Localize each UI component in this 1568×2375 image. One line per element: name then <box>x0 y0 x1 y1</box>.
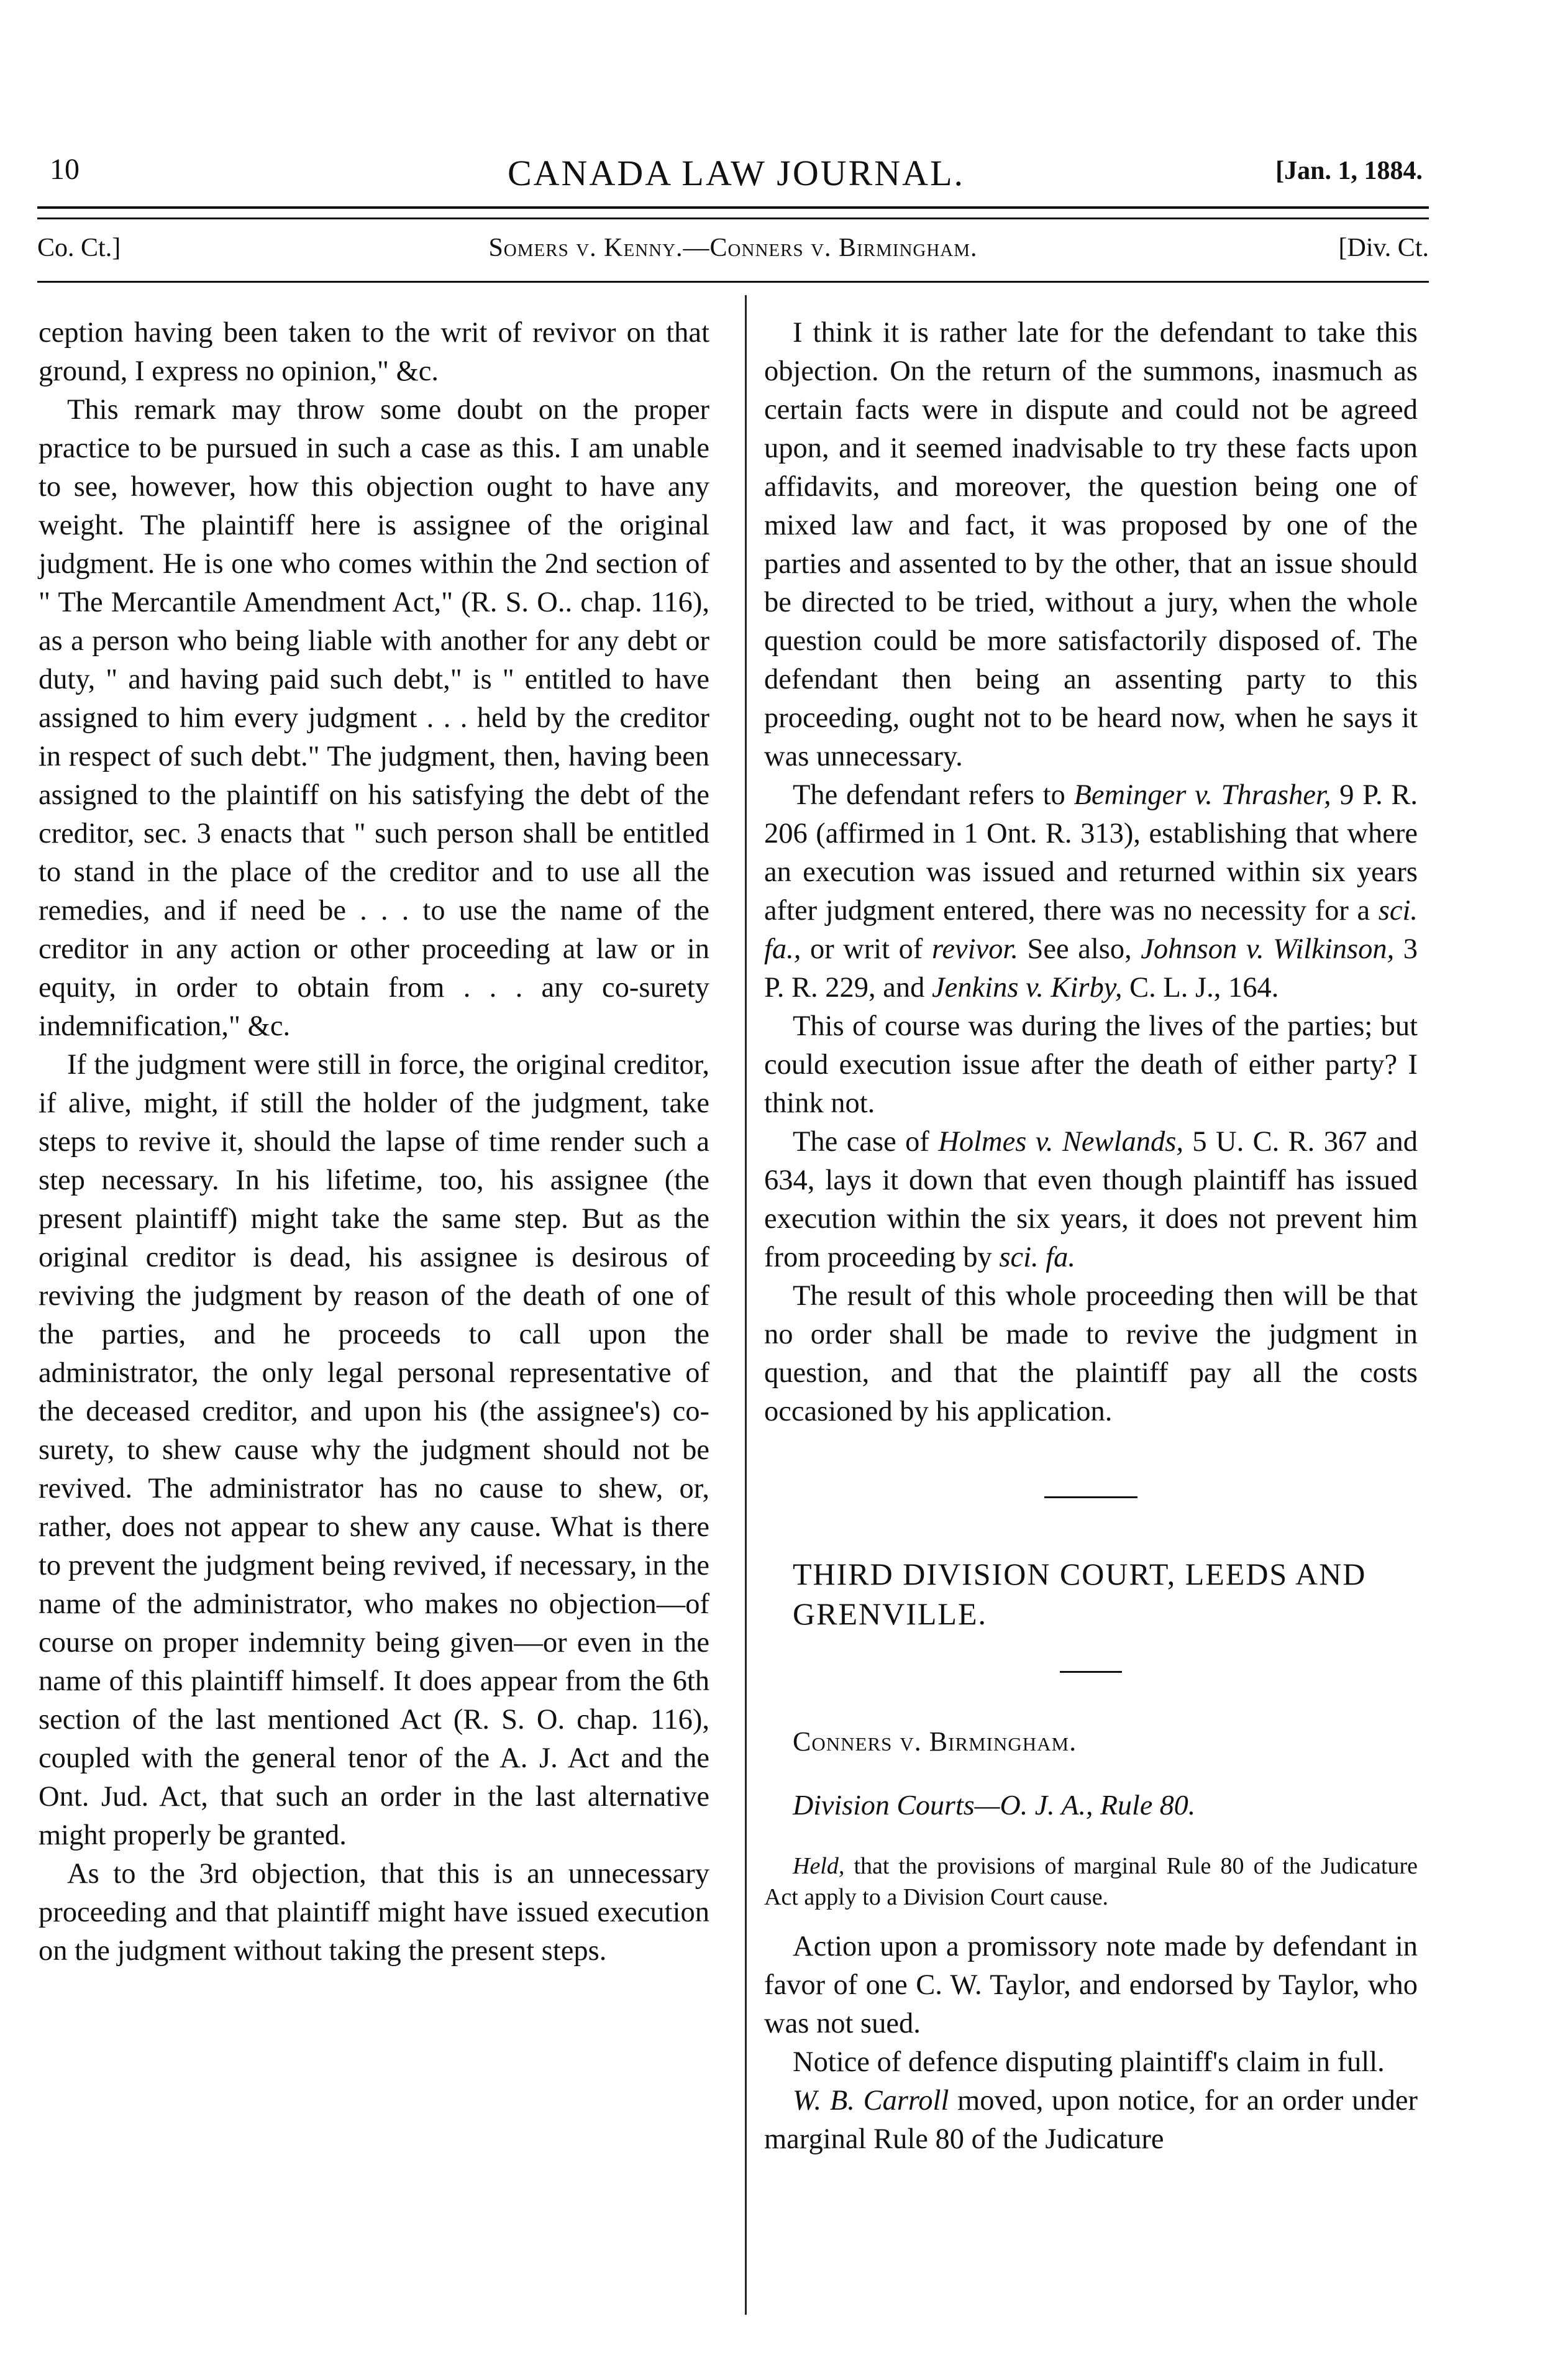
held-headnote: Held, that the provisions of marginal Rule 80 of the Judicature Act apply to a Division Court cause. <box>764 1853 1418 1910</box>
running-head-center: Somers v. Kenny.—Conners v. Birmingham. <box>488 234 978 262</box>
paragraph: This of course was during the lives of the parties; but could execution issue after the death of either party? I think not. <box>764 1010 1418 1119</box>
paragraph: Notice of defence disputing plaintiff's claim in full. <box>793 2046 1385 2078</box>
paragraph: The result of this whole proceeding then will be that no order shall be made to revive the judgment in question, and that the plaintiff pay all the costs occasioned by his application. <box>764 1280 1418 1427</box>
header-double-rule <box>37 206 1429 219</box>
paragraph-case-citations: The defendant refers to Beminger v. Thrasher, 9 P. R. 206 (affirmed in 1 Ont. R. 313), establishing that where an execution was issued and returned within six years after judgment entered, there was no necessity for a sci. fa., or writ of revivor. See also, Johnson v. Wilkinson, 3 P. R. 229, and Jenkins v. Kirby, C. L. J., 164. <box>764 779 1418 1004</box>
paragraph: Action upon a promissory note made by defendant in favor of one C. W. Taylor, and endorsed by Taylor, who was not sued. <box>764 1931 1418 2039</box>
paragraph: If the judgment were still in force, the original creditor, if alive, might, if still the holder of the judgment, take steps to revive it, should the lapse of time render such a step necessary. In his lifetime, too, his assignee (the present plaintiff) might take the same step. But as the original creditor is dead, his assignee is desirous of reviving the judgment by reason of the death of one of the parties, and he proceeds to call upon the administrator, the only legal personal representative of the deceased creditor, and upon his (the assignee's) co-surety, to shew cause why the judgment should not be revived. The administrator has no cause to shew, or, rather, does not appear to shew any cause. What is there to prevent the judgment being revived, if necessary, in the name of the administrator, who makes no objection—of course on proper indemnity being given—or even in the name of this plaintiff himself. It does appear from the 6th section of the last mentioned Act (R. S. O. chap. 116), coupled with the general tenor of the A. J. Act and the Ont. Jud. Act, that such an order in the last alternative might properly be granted. <box>39 1049 709 1851</box>
paragraph-carroll: W. B. Carroll moved, upon notice, for an order under marginal Rule 80 of the Judicature <box>764 2085 1418 2155</box>
case-name: Jenkins v. Kirby, <box>932 972 1123 1004</box>
latin-term: sci. fa., <box>764 895 1418 965</box>
running-head-left: Co. Ct.] <box>37 234 121 262</box>
page-header <box>50 152 1423 202</box>
running-head-rule <box>37 281 1429 283</box>
paragraph: As to the 3rd objection, that this is an unnecessary proceeding and that plaintiff might have issued execution on the judgment without taking the present steps. <box>39 1858 709 1967</box>
running-head <box>37 233 1429 270</box>
paragraph-holmes: The case of Holmes v. Newlands, 5 U. C. R. 367 and 634, lays it down that even though plaintiff has issued execution within the six years, it does not prevent him from proceeding by sci. fa. <box>764 1126 1418 1273</box>
section-title-line-1: THIRD DIVISION COURT, LEEDS AND <box>793 1557 1367 1591</box>
journal-title: CANADA LAW JOURNAL. <box>507 153 965 193</box>
latin-term: sci. fa. <box>999 1242 1076 1273</box>
section-title-line-2: GRENVILLE. <box>793 1596 987 1631</box>
page-number: 10 <box>50 153 80 186</box>
paragraph: I think it is rather late for the defendant to take this objection. On the return of the summons, inasmuch as certain facts were in dispute and could not be agreed upon, and it seemed inadvisable to try these facts upon affidavits, and moreover, the question being one of mixed law and fact, it was proposed by one of the parties and assented to by the other, that an issue should be directed to be tried, without a jury, when the whole question could be more satisfactorily disposed of. The defendant then being an assenting party to this proceeding, ought not to be heard now, when he says it was unnecessary. <box>764 317 1418 772</box>
paragraph: This remark may throw some doubt on the proper practice to be pursued in such a case as this. I am unable to see, however, how this objection ought to have any weight. The plaintiff here is assignee of the original judgment. He is one who comes within the 2nd section of " The Mercantile Amendment Act," (R. S. O.. chap. 116), as a person who being liable with another for any debt or duty, " and having paid such debt," is " entitled to have assigned to him every judgment . . . held by the creditor in respect of such debt." The judgment, then, having been assigned to the plaintiff on his satisfying the debt of the creditor, sec. 3 enacts that " such person shall be entitled to stand in the place of the creditor and to use all the remedies, and if need be . . . to use the name of the creditor in any action or other proceeding at law or in equity, in order to obtain from . . . any co-surety indemnification," &c. <box>39 394 709 1042</box>
issue-date: [Jan. 1, 1884. <box>1275 157 1423 185</box>
case-subtitle: Division Courts—O. J. A., Rule 80. <box>793 1789 1196 1821</box>
latin-term: revivor. <box>931 933 1018 965</box>
case-name: Johnson v. Wilkinson, <box>1141 933 1395 965</box>
case-name: Beminger v. Thrasher, <box>1073 779 1331 811</box>
case-name: Holmes v. Newlands, <box>938 1126 1183 1158</box>
right-column <box>764 314 1418 2159</box>
paragraph: ception having been taken to the writ of revivor on that ground, I express no opinion," &c. <box>39 317 709 387</box>
left-column <box>39 314 709 1970</box>
column-divider <box>745 295 747 2315</box>
counsel-name: W. B. Carroll <box>793 2085 949 2116</box>
case-title: Conners v. Birmingham. <box>793 1726 1077 1757</box>
running-head-right: [Div. Ct. <box>1338 234 1429 262</box>
